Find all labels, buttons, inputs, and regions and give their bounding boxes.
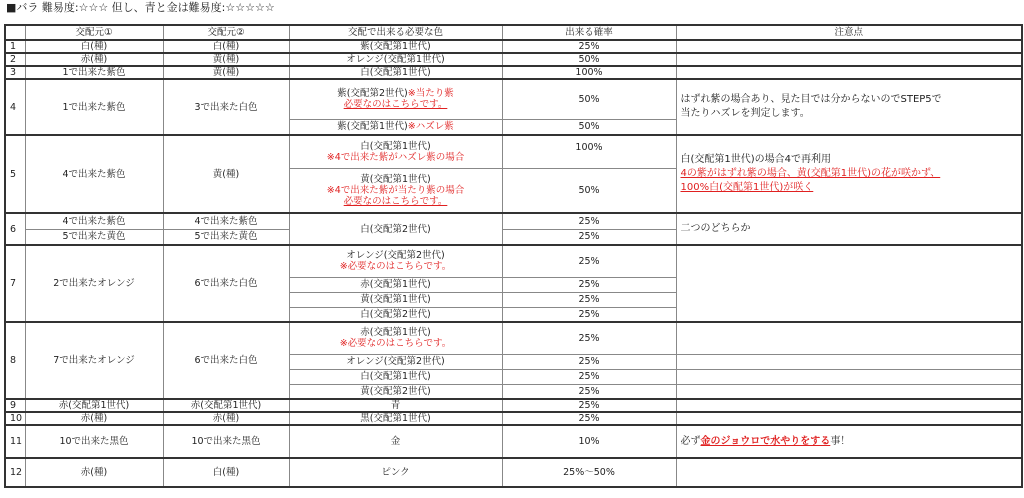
header-rate: 出来る確率 (502, 25, 676, 40)
rose-breeding-table (4, 24, 1023, 488)
header-note: 注意点 (676, 25, 1022, 40)
row-number: 1 (5, 40, 25, 53)
note-cell (676, 458, 1022, 487)
result-cell: 白(交配第2世代) (289, 213, 502, 245)
result-text: オレンジ(交配第2世代) (346, 250, 445, 262)
parent1-cell: 白(種) (25, 40, 163, 53)
parent2-cell: 白(種) (163, 458, 289, 487)
warning-text: ※当たり紫 (407, 88, 454, 100)
parent2-cell: 3で出来た白色 (163, 79, 289, 135)
rate-cell: 25% (502, 292, 676, 307)
parent1-cell: 赤(交配第1世代) (25, 399, 163, 412)
note-text: 事！ (830, 435, 851, 447)
parent2-cell: 6で出来た白色 (163, 322, 289, 399)
table-row (5, 412, 1022, 425)
note-cell (676, 53, 1022, 66)
parent2-cell: 赤(種) (163, 412, 289, 425)
row-number: 3 (5, 66, 25, 79)
warning-text: 100%白(交配第1世代)が咲く (680, 182, 814, 193)
rate-cell: 25% (502, 322, 676, 354)
table-row (5, 245, 1022, 277)
rate-cell: 25% (502, 277, 676, 292)
table-row (5, 322, 1022, 354)
parent2-cell: 10で出来た黒色 (163, 425, 289, 458)
table-row (5, 399, 1022, 412)
result-cell: オレンジ(交配第2世代) (289, 354, 502, 369)
note-text: 当たりハズレを判定します。 (680, 108, 810, 119)
row-number: 7 (5, 245, 25, 322)
result-cell (289, 119, 502, 135)
result-cell: 白(交配第2世代) (289, 307, 502, 322)
note-cell (676, 384, 1022, 399)
result-cell (289, 168, 502, 213)
warning-text: ※ハズレ紫 (407, 121, 454, 133)
result-cell (289, 79, 502, 119)
result-cell: 黄(交配第2世代) (289, 384, 502, 399)
result-cell: 青 (289, 399, 502, 412)
rate-cell: 50% (502, 168, 676, 213)
note-cell (676, 425, 1022, 458)
parent1-cell: 4で出来た紫色 (25, 135, 163, 213)
result-cell (289, 322, 502, 354)
parent1-cell: 赤(種) (25, 53, 163, 66)
parent1-cell: 1で出来た紫色 (25, 79, 163, 135)
result-text: 黄(交配第1世代) (360, 173, 431, 185)
row-number: 12 (5, 458, 25, 487)
result-cell: オレンジ(交配第1世代) (289, 53, 502, 66)
result-cell: 黄(交配第1世代) (289, 292, 502, 307)
rate-cell: 25% (502, 369, 676, 384)
table-row (5, 135, 1022, 168)
rate-cell: 25% (502, 40, 676, 53)
result-cell: 紫(交配第1世代) (289, 40, 502, 53)
rate-cell: 100% (502, 66, 676, 79)
row-number: 4 (5, 79, 25, 135)
rate-cell: 25% (502, 412, 676, 425)
rate-cell: 50% (502, 119, 676, 135)
parent2-cell: 6で出来た白色 (163, 245, 289, 322)
note-cell (676, 245, 1022, 322)
table-row (5, 79, 1022, 119)
result-cell: 白(交配第1世代) (289, 369, 502, 384)
parent1-cell: 10で出来た黒色 (25, 425, 163, 458)
warning-text: 4の紫がはずれ紫の場合、黄(交配第1世代)の花が咲かず、 (680, 168, 941, 179)
parent1-cell: 2で出来たオレンジ (25, 245, 163, 322)
parent1-cell: 赤(種) (25, 412, 163, 425)
warning-text: ※必要なのはこちらです。 (339, 261, 452, 273)
warning-text: 必要なのはこちらです。 (343, 99, 448, 111)
note-cell (676, 354, 1022, 369)
result-cell: 白(交配第1世代) (289, 66, 502, 79)
note-cell (676, 135, 1022, 213)
parent1-cell: 7で出来たオレンジ (25, 322, 163, 399)
table-row (5, 425, 1022, 458)
row-number: 2 (5, 53, 25, 66)
note-cell (676, 79, 1022, 135)
table-header-row (5, 25, 1022, 40)
note-cell (676, 369, 1022, 384)
warning-text: ※4で出来た紫が当たり紫の場合 (326, 184, 465, 196)
rate-cell: 25% (502, 245, 676, 277)
result-text: 赤(交配第1世代) (360, 327, 431, 339)
parent1-cell: 1で出来た紫色 (25, 66, 163, 79)
rate-cell: 25% (502, 354, 676, 369)
parent2-cell: 黄(種) (163, 53, 289, 66)
result-cell: 赤(交配第1世代) (289, 277, 502, 292)
rate-cell: 25% (502, 229, 676, 245)
note-text: はずれ紫の場合あり、見た目では分からないのでSTEP5で (680, 94, 942, 105)
rate-cell: 25% (502, 399, 676, 412)
table-row (5, 213, 1022, 229)
parent1-cell: 4で出来た紫色 (25, 213, 163, 229)
header-no (5, 25, 25, 40)
result-cell (289, 245, 502, 277)
parent2-cell: 黄(種) (163, 66, 289, 79)
row-number: 10 (5, 412, 25, 425)
warning-text: 金のジョウロで水やりをする (700, 435, 831, 447)
row-number: 9 (5, 399, 25, 412)
result-cell (289, 135, 502, 168)
note-cell (676, 399, 1022, 412)
note-cell (676, 66, 1022, 79)
row-number: 6 (5, 213, 25, 245)
parent2-cell: 5で出来た黄色 (163, 229, 289, 245)
parent2-cell: 4で出来た紫色 (163, 213, 289, 229)
note-cell (676, 40, 1022, 53)
header-parent2: 交配元② (163, 25, 289, 40)
result-text: 紫(交配第2世代) (337, 88, 408, 100)
result-cell: ピンク (289, 458, 502, 487)
rate-cell: 50% (502, 53, 676, 66)
parent1-cell: 赤(種) (25, 458, 163, 487)
result-cell: 金 (289, 425, 502, 458)
table-row (5, 53, 1022, 66)
table-row (5, 66, 1022, 79)
rate-cell: 25% (502, 213, 676, 229)
note-cell: 二つのどちらか (676, 213, 1022, 245)
result-cell: 黒(交配第1世代) (289, 412, 502, 425)
note-text: 必ず (680, 435, 701, 447)
warning-text: 必要なのはこちらです。 (343, 195, 448, 207)
table-row (5, 458, 1022, 487)
row-number: 5 (5, 135, 25, 213)
rate-cell: 25% (502, 384, 676, 399)
parent2-cell: 赤(交配第1世代) (163, 399, 289, 412)
note-text: 白(交配第1世代)の場合4で再利用 (680, 154, 832, 165)
note-cell (676, 412, 1022, 425)
row-number: 11 (5, 425, 25, 458)
rate-cell: 100% (502, 135, 676, 168)
header-result: 交配で出来る必要な色 (289, 25, 502, 40)
header-parent1: 交配元① (25, 25, 163, 40)
page-title: ■バラ 難易度:☆☆☆ 但し、青と金は難易度:☆☆☆☆☆ (6, 1, 275, 14)
rate-cell: 25% (502, 307, 676, 322)
note-cell (676, 322, 1022, 354)
table-row (5, 40, 1022, 53)
parent2-cell: 黄(種) (163, 135, 289, 213)
parent1-cell: 5で出来た黄色 (25, 229, 163, 245)
rate-cell: 10% (502, 425, 676, 458)
rate-cell: 50% (502, 79, 676, 119)
row-number: 8 (5, 322, 25, 399)
rate-cell: 25%～50% (502, 458, 676, 487)
result-text: 白(交配第1世代) (360, 140, 431, 152)
parent2-cell: 白(種) (163, 40, 289, 53)
result-text: 紫(交配第1世代) (337, 121, 408, 133)
warning-text: ※4で出来た紫がハズレ紫の場合 (326, 151, 465, 163)
warning-text: ※必要なのはこちらです。 (339, 338, 452, 350)
